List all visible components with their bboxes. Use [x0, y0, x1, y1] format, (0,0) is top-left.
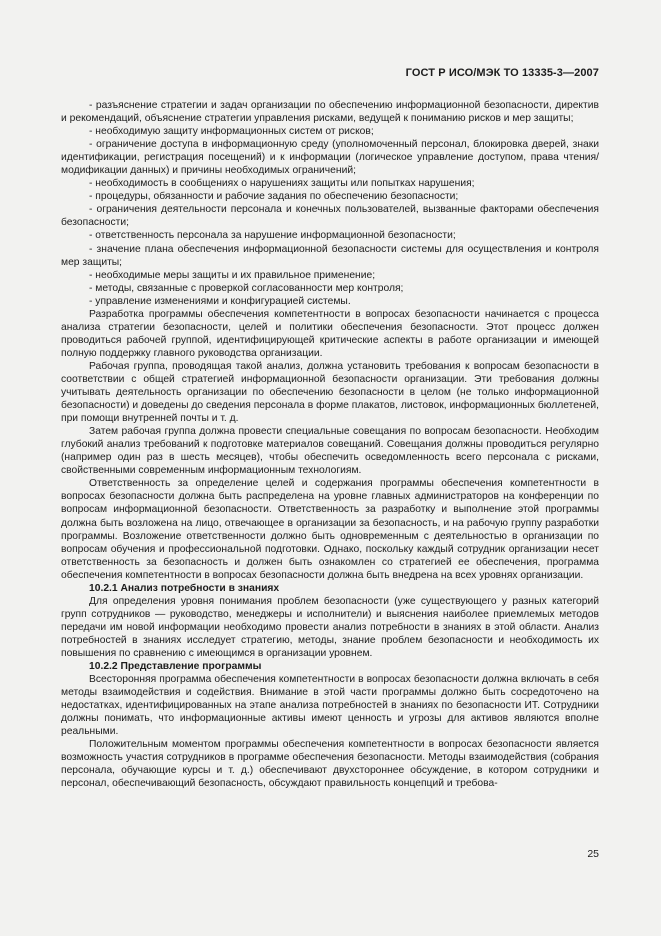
paragraph: Положительным моментом программы обеспечения компетентности в вопросах безопасности является возможность участия сотрудников в программе обеспечения безопасности. Методы взаимодействия (собрания персонала, обучающие курсы и т. д.) обеспечивают двухстороннее обсуждение, в котором сотрудники и персонал, обеспечивающий безопасность, обсуждают правильность концепций и требова-: [61, 739, 599, 790]
paragraph: - ответственность персонала за нарушение информационной безопасности;: [89, 230, 456, 242]
page-number: 25: [587, 848, 599, 860]
section-heading: 10.2.2 Представление программы: [89, 661, 262, 673]
paragraph: - ограничение доступа в информационную среду (уполномоченный персонал, блокировка дверей, знаки идентификации, регистрация посещений) и к информации (логическое управление доступом, права чтения/модификации данных) и причины необходимых ограничений;: [61, 139, 599, 177]
paragraph: - необходимую защиту информационных систем от рисков;: [89, 126, 374, 138]
paragraph: Затем рабочая группа должна провести специальные совещания по вопросам безопасности. Необходим глубокий анализ требований к подготовке материалов совещаний. Совещания должны проводиться регулярно (например один раз в шесть месяцев), чтобы обеспечить осведомленность всего персонала с рисками, свойственными современным информационным технологиям.: [61, 426, 599, 477]
paragraph: - процедуры, обязанности и рабочие задания по обеспечению безопасности;: [89, 191, 459, 203]
paragraph: Разработка программы обеспечения компетентности в вопросах безопасности начинается с процесса анализа стратегии безопасности, целей и политики обеспечения безопасности. Этот процесс должен проводиться рабочей группой, идентифицирующей критические аспекты в работе организации и имеющей полную поддержку главного руководства организации.: [61, 308, 599, 359]
paragraph: Всесторонняя программа обеспечения компетентности в вопросах безопасности должна включать в себя методы взаимодействия и содействия. Внимание в этой части программы должно быть сосредоточено на недостатках, идентифицированных на этапе анализа потребностей в знаниях по безопасности ИТ. Сотрудники должны понимать, что информационные активы имеют ценность и угрозы для активов являются вполне реальными.: [61, 674, 599, 738]
paragraph: - ограничения деятельности персонала и конечных пользователей, вызванные факторами обеспечения безопасности;: [61, 204, 599, 229]
paragraph: - разъяснение стратегии и задач организации по обеспечению информационной безопасности, директив и рекомендаций, объяснение стратегии управления рисками, ведущей к пониманию рисков и мер защиты;: [61, 100, 599, 125]
document-body: [61, 99, 599, 790]
paragraph: Рабочая группа, проводящая такой анализ, должна установить требования к вопросам безопасности в соответствии с общей стратегией информационной безопасности организации. Эти требования должны учитывать деятельность организации по обеспечению безопасности в целом (не только информационной безопасности) и доведены до сведения персонала в форме плакатов, листовок, информационных бюллетеней, при помощи внутренней почты и т. д.: [61, 360, 599, 425]
paragraph: - необходимость в сообщениях о нарушениях защиты или попытках нарушения;: [89, 178, 475, 190]
document-header: ГОСТ Р ИСО/МЭК ТО 13335-3—2007: [405, 67, 599, 79]
paragraph: - необходимые меры защиты и их правильное применение;: [89, 269, 376, 281]
paragraph: - значение плана обеспечения информационной безопасности системы для осуществления и контроля мер защиты;: [61, 243, 599, 268]
paragraph: - управление изменениями и конфигурацией системы.: [89, 295, 351, 307]
section-heading: 10.2.1 Анализ потребности в знаниях: [89, 582, 280, 594]
paragraph: Ответственность за определение целей и содержания программы обеспечения компетентности в вопросах безопасности должна быть распределена на уровне главных администраторов на конференции по вопросам информационной безопасности. Ответственность за разработку и выполнение этой программы должна быть возложена на лицо, отвечающее в организации за безопасность, и на рабочую группу разработки программы. Возложение ответственности должно быть одновременным с деятельностью в организации по вопросам обучения и профессиональной подготовки. Однако, поскольку каждый сотрудник организации несет ответственность за безопасность и должен быть ознакомлен со стратегией ее обеспечения, программа обеспечения компетентности в вопросах безопасности должна быть внедрена на всех уровнях организации.: [61, 478, 599, 581]
paragraph: Для определения уровня понимания проблем безопасности (уже существующего у разных категорий групп сотрудников — руководство, менеджеры и исполнители) и выяснения наиболее приемлемых методов передачи им новой информации необходимо провести анализ потребности в знаниях в этой области. Анализ потребностей в знаниях исследует стратегию, методы, знание проблем безопасности и необходимость их повышения по сравнению с имеющимся в организации уровнем.: [61, 595, 599, 659]
paragraph: - методы, связанные с проверкой согласованности мер контроля;: [89, 282, 404, 294]
